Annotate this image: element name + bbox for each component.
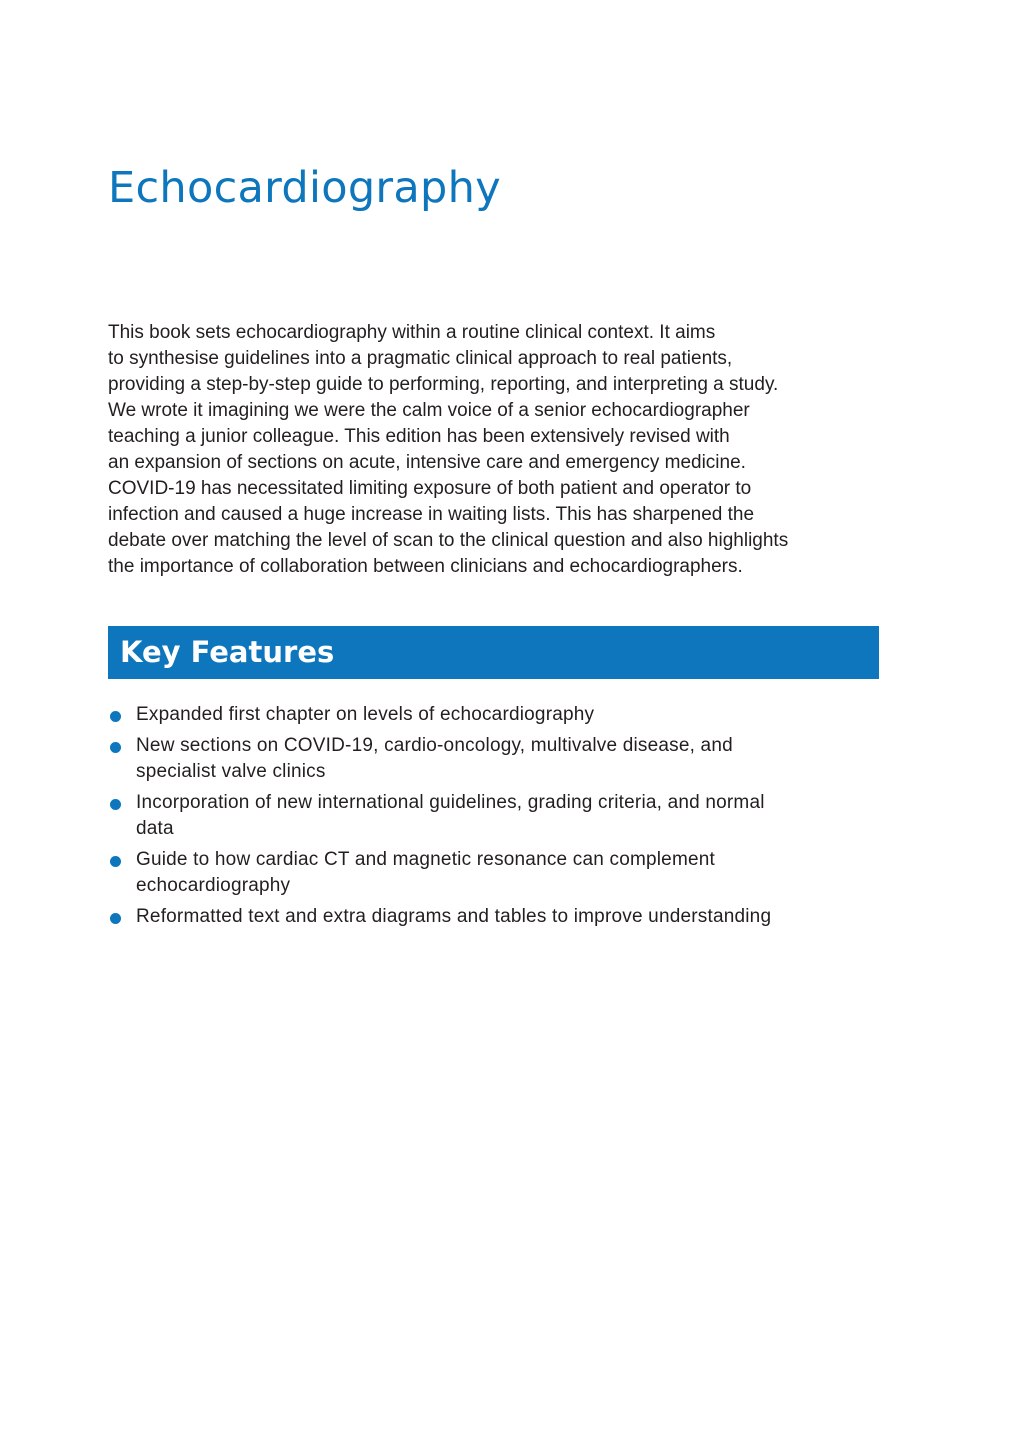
bullet-dot-icon [110, 711, 121, 722]
intro-line: We wrote it imagining we were the calm voice of a senior echocardiographer [108, 400, 750, 421]
feature-item [108, 790, 898, 842]
bullet-dot-icon [110, 913, 121, 924]
feature-text: Incorporation of new international guidelines, grading criteria, and normal [136, 792, 765, 813]
feature-text: Reformatted text and extra diagrams and tables to improve understanding [136, 906, 772, 927]
feature-text: data [136, 818, 174, 839]
feature-text: Guide to how cardiac CT and magnetic resonance can complement [136, 849, 715, 870]
intro-paragraph [108, 320, 898, 580]
bullet-dot-icon [110, 742, 121, 753]
intro-line: infection and caused a huge increase in waiting lists. This has sharpened the [108, 504, 755, 525]
key-features-heading: Key Features [120, 635, 335, 669]
feature-text: specialist valve clinics [136, 761, 326, 782]
feature-text: Expanded first chapter on levels of echocardiography [136, 704, 595, 725]
feature-list [108, 702, 898, 935]
intro-line: to synthesise guidelines into a pragmatic clinical approach to real patients, [108, 348, 733, 369]
feature-item [108, 847, 898, 899]
feature-item [108, 702, 898, 728]
intro-line: an expansion of sections on acute, intensive care and emergency medicine. [108, 452, 746, 473]
page-title: Echocardiography [108, 163, 501, 213]
feature-text: echocardiography [136, 875, 291, 896]
intro-line: This book sets echocardiography within a routine clinical context. It aims [108, 322, 716, 343]
intro-line: debate over matching the level of scan to the clinical question and also highlights [108, 530, 789, 551]
intro-line: COVID-19 has necessitated limiting exposure of both patient and operator to [108, 478, 752, 499]
bullet-dot-icon [110, 799, 121, 810]
intro-line: teaching a junior colleague. This edition has been extensively revised with [108, 426, 730, 447]
feature-text: New sections on COVID-19, cardio-oncology, multivalve disease, and [136, 735, 733, 756]
intro-line: the importance of collaboration between clinicians and echocardiographers. [108, 556, 743, 577]
intro-line: providing a step-by-step guide to performing, reporting, and interpreting a study. [108, 374, 779, 395]
bullet-dot-icon [110, 856, 121, 867]
feature-item [108, 733, 898, 785]
feature-item [108, 904, 898, 930]
key-features-banner [108, 626, 879, 679]
